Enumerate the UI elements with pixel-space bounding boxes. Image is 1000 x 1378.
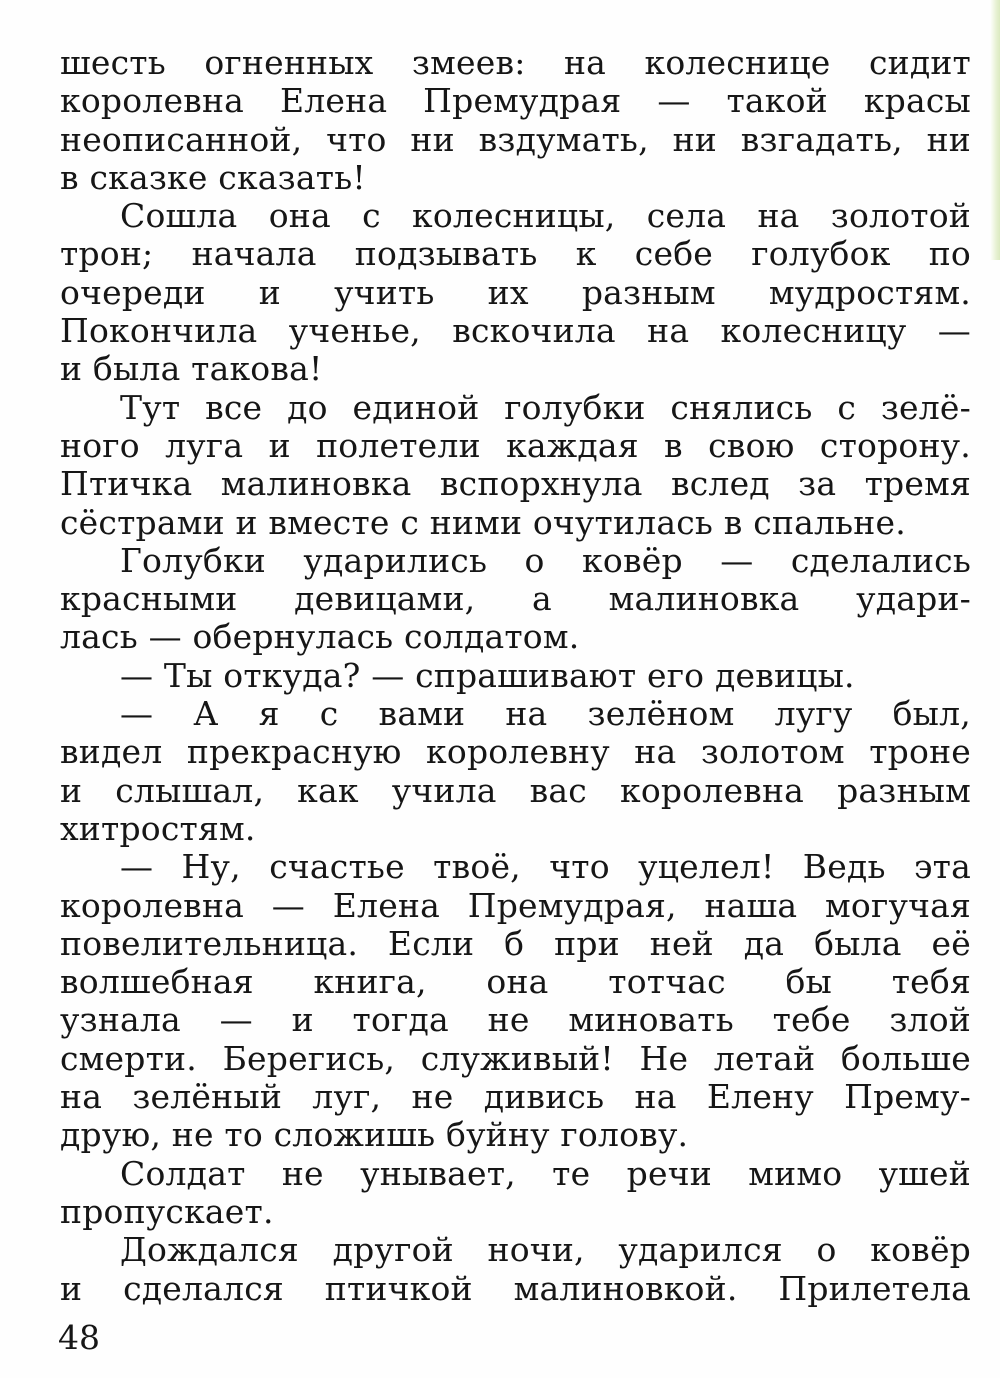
text-line: и слышал, как учила вас королевна разным [60,770,971,810]
text-line: очереди и учить их разным мудростям. [60,272,971,312]
text-line: хитростям. [60,808,256,848]
text-line: неописанной, что ни вздумать, ни взгадать, ни [60,119,971,159]
text-line: красными девицами, а малиновка удари- [60,579,971,619]
text-line: — А я с вами на зелёном лугу был, [120,694,971,734]
text-line: шесть огненных змеев: на колеснице сидит [60,43,971,82]
text-line: и сделался птичкой малиновкой. Прилетела [60,1268,971,1308]
text-line: трон; начала подзывать к себе голубок по [60,234,971,274]
text-line: повелительница. Если б при ней да была её [60,923,971,963]
text-line: Тут все до единой голубки снялись с зелё- [120,387,971,427]
text-line: пропускает. [60,1191,274,1231]
text-line: ного луга и полетели каждая в свою сторону. [60,425,971,465]
text-line: Птичка малиновка вспорхнула вслед за тремя [60,464,971,504]
text-line: лась — обернулась солдатом. [60,617,580,657]
text-line: на зелёный луг, не дивись на Елену Прему- [60,1077,971,1117]
text-line: Голубки ударились о ковёр — сделались [120,540,971,580]
text-line: друю, не то сложишь буйну голову. [60,1115,689,1155]
text-line: Сошла она с колесницы, села на золотой [120,196,971,236]
text-line: видел прекрасную королевну на золотом троне [60,732,971,772]
text-line: в сказке сказать! [60,157,366,197]
text-line: Солдат не унывает, те речи мимо ушей [120,1153,971,1193]
page-edge-tint [990,0,1000,260]
text-line: — Ты откуда? — спрашивают его девицы. [120,655,855,695]
text-line: сёстрами и вместе с ними очутилась в спальне. [60,502,906,542]
text-line: смерти. Берегись, служивый! Не летай больше [60,1038,971,1078]
text-line: волшебная книга, она тотчас бы тебя [60,962,971,1002]
text-line: узнала — и тогда не миновать тебе злой [60,1000,971,1040]
body-text [60,44,971,1308]
page-number: 48 [58,1318,100,1357]
text-line: и была такова! [60,349,323,389]
text-line: королевна Елена Премудрая — такой красы [60,81,971,121]
text-line: — Ну, счастье твоё, что уцелел! Ведь эта [120,847,971,887]
text-line: королевна — Елена Премудрая, наша могучая [60,885,971,925]
text-line: Покончила ученье, вскочила на колесницу — [60,311,971,351]
text-line: Дождался другой ночи, ударился о ковёр [120,1230,971,1270]
